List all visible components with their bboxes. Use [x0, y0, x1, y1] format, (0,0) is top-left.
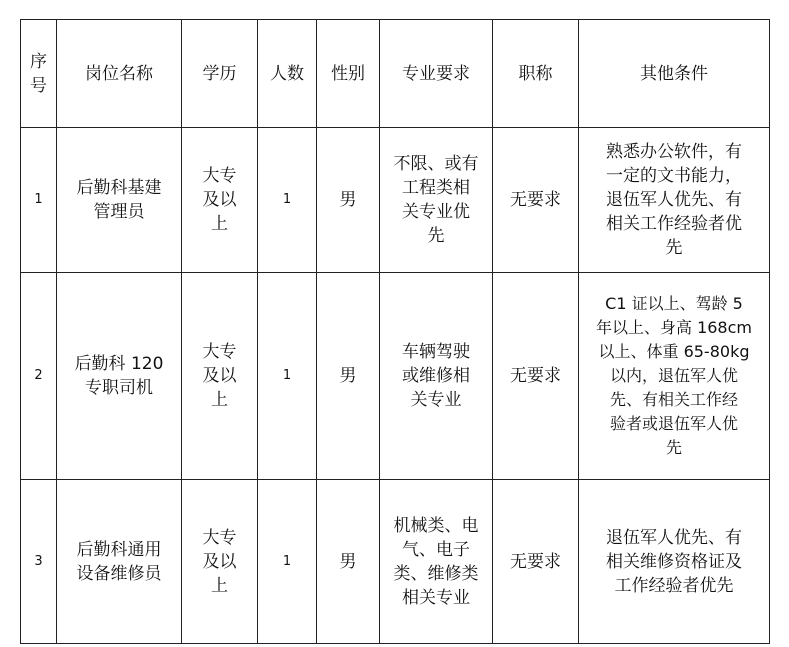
header-other: 其他条件	[579, 20, 770, 128]
cell-major: 机械类、电 气、电子 类、维修类 相关专业	[380, 480, 493, 644]
header-no: 序 号	[21, 20, 57, 128]
cell-other: 退伍军人优先、有 相关维修资格证及 工作经验者优先	[579, 480, 770, 644]
header-gender: 性别	[317, 20, 380, 128]
cell-title: 无要求	[493, 480, 579, 644]
cell-other: C1 证以上、驾龄 5 年以上、身高 168cm 以上、体重 65-80kg 以内，退伍军人优 先、有相关工作经 验者或退伍军人优 先	[579, 273, 770, 480]
header-major: 专业要求	[380, 20, 493, 128]
cell-no: 2	[21, 273, 57, 480]
table-row	[21, 273, 770, 480]
cell-education: 大专 及以 上	[182, 128, 258, 273]
cell-title: 无要求	[493, 273, 579, 480]
cell-position: 后勤科通用 设备维修员	[57, 480, 182, 644]
header-education: 学历	[182, 20, 258, 128]
cell-count: 1	[258, 128, 317, 273]
cell-no: 3	[21, 480, 57, 644]
recruitment-table	[20, 19, 770, 644]
cell-count: 1	[258, 480, 317, 644]
cell-other: 熟悉办公软件，有 一定的文书能力， 退伍军人优先、有 相关工作经验者优 先	[579, 128, 770, 273]
cell-gender: 男	[317, 480, 380, 644]
cell-no: 1	[21, 128, 57, 273]
cell-major: 不限、或有 工程类相 关专业优 先	[380, 128, 493, 273]
header-title: 职称	[493, 20, 579, 128]
header-position: 岗位名称	[57, 20, 182, 128]
table-row	[21, 480, 770, 644]
header-count: 人数	[258, 20, 317, 128]
cell-position: 后勤科 120 专职司机	[57, 273, 182, 480]
cell-education: 大专 及以 上	[182, 480, 258, 644]
cell-count: 1	[258, 273, 317, 480]
recruitment-table-container	[20, 19, 770, 644]
cell-title: 无要求	[493, 128, 579, 273]
cell-gender: 男	[317, 128, 380, 273]
cell-education: 大专 及以 上	[182, 273, 258, 480]
cell-position: 后勤科基建 管理员	[57, 128, 182, 273]
table-row	[21, 128, 770, 273]
cell-gender: 男	[317, 273, 380, 480]
header-row	[21, 20, 770, 128]
cell-major: 车辆驾驶 或维修相 关专业	[380, 273, 493, 480]
